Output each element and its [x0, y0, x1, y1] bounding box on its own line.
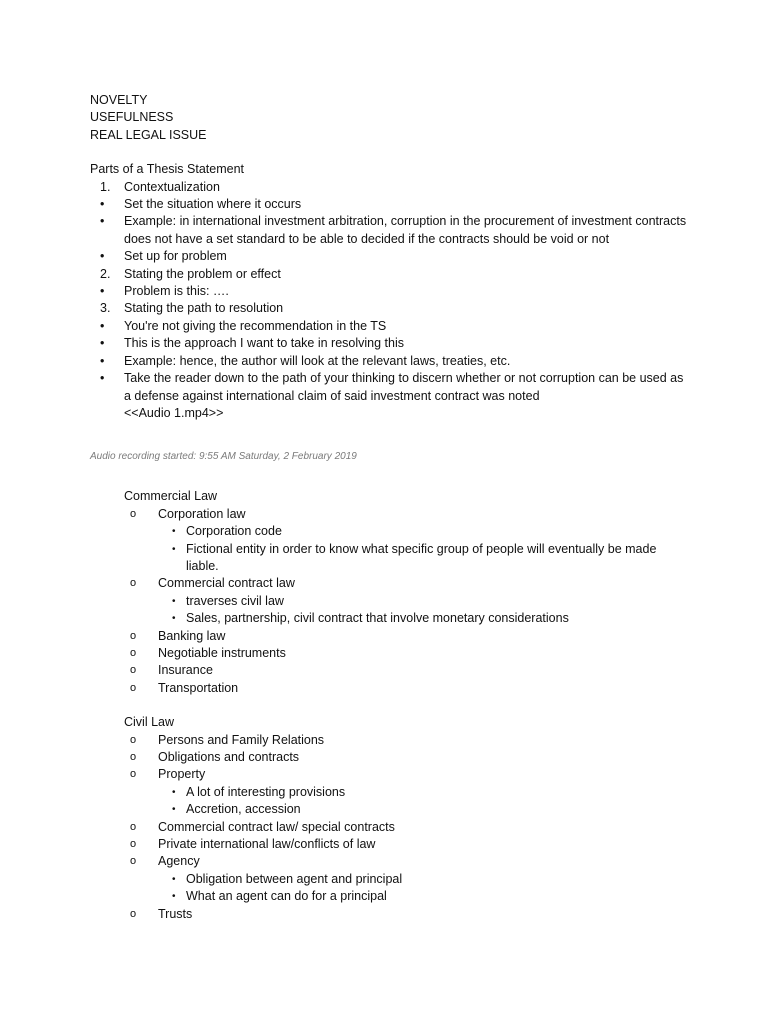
- outline-subitem-text: A lot of interesting provisions: [186, 784, 346, 799]
- bullet-item: [90, 318, 690, 335]
- outline-subitem-text: Fictional entity in order to know what specific group of people will eventually be made liable.: [186, 541, 657, 573]
- outline-item: [90, 628, 690, 645]
- outline-item-text: Private international law/conflicts of law: [158, 837, 376, 852]
- item-text: Example: hence, the author will look at the relevant laws, treaties, etc.: [124, 353, 511, 368]
- outline-subitem: [90, 610, 690, 627]
- item-text: Problem is this: ….: [124, 284, 229, 299]
- commercial-law-list: [90, 506, 690, 697]
- outline-item-text: Commercial contract law: [158, 576, 295, 591]
- numbered-item: [90, 266, 690, 283]
- outline-subitem: [90, 541, 690, 576]
- outline-subitem: [90, 888, 690, 905]
- circle-bullet-icon: o: [130, 733, 137, 746]
- item-text: Stating the problem or effect: [124, 266, 281, 281]
- outline-subitem-text: traverses civil law: [186, 593, 284, 608]
- outline-subitem-text: Sales, partnership, civil contract that involve monetary considerations: [186, 611, 569, 626]
- outline-item-text: Banking law: [158, 628, 226, 643]
- outline-subitem: [90, 523, 690, 540]
- outline-subitem-text: Obligation between agent and principal: [186, 871, 403, 886]
- bullet-marker: •: [172, 613, 176, 625]
- outline-subitem-text: Accretion, accession: [186, 802, 301, 817]
- outline-item-text: Negotiable instruments: [158, 645, 286, 660]
- spacer: [90, 697, 690, 714]
- circle-bullet-icon: o: [130, 751, 137, 763]
- number-marker: 3.: [100, 301, 111, 316]
- bullet-marker: •: [172, 786, 176, 798]
- bullet-marker: •: [172, 526, 176, 538]
- bullet-marker: •: [100, 318, 105, 333]
- outline-item-text: Obligations and contracts: [158, 750, 300, 764]
- outline-item-text: Agency: [158, 854, 200, 869]
- outline-item: [90, 819, 690, 836]
- bullet-marker: •: [172, 543, 176, 555]
- outline-item: [90, 853, 690, 870]
- circle-bullet-icon: o: [130, 838, 137, 851]
- outline-item-text: Property: [158, 767, 206, 782]
- item-text: Set the situation where it occurs: [124, 197, 302, 212]
- audio-link[interactable]: <<Audio 1.mp4>>: [124, 405, 224, 420]
- civil-law-title: Civil Law: [124, 715, 175, 730]
- circle-bullet-icon: o: [130, 907, 137, 920]
- outline-item: [90, 575, 690, 592]
- bullet-marker: •: [100, 249, 105, 264]
- outline-subitem: [90, 593, 690, 610]
- item-text: Example: in international investment arbitration, corruption in the procurement of investment contracts does not have a set standard to be able to decided if the contracts should be void or not: [124, 214, 687, 246]
- item-text: This is the approach I want to take in resolving this: [124, 336, 405, 351]
- header-line-usefulness: USEFULNESS: [90, 110, 174, 125]
- numbered-item: [90, 300, 690, 317]
- bullet-item: [90, 248, 690, 265]
- circle-bullet-icon: o: [130, 855, 137, 868]
- item-text: Take the reader down to the path of your thinking to discern whether or not corruption can be used as a defense against international claim of said investment contract was noted: [124, 371, 684, 403]
- outline-item: [90, 766, 690, 783]
- outline-subitem: [90, 871, 690, 888]
- bullet-marker: •: [100, 197, 105, 212]
- circle-bullet-icon: o: [130, 629, 137, 642]
- bullet-item: [90, 213, 690, 248]
- outline-item-text: Persons and Family Relations: [158, 732, 325, 747]
- circle-bullet-icon: o: [130, 768, 137, 781]
- outline-subitem-text: What an agent can do for a principal: [186, 889, 387, 904]
- civil-law-section: [90, 714, 690, 923]
- outline-item: [90, 506, 690, 523]
- header-line-legal-issue: REAL LEGAL ISSUE: [90, 127, 207, 142]
- civil-law-list: [90, 732, 690, 923]
- thesis-section: [90, 161, 690, 422]
- bullet-item: [90, 283, 690, 300]
- header-block: [90, 92, 690, 144]
- circle-bullet-icon: o: [130, 664, 137, 677]
- circle-bullet-icon: o: [130, 820, 137, 833]
- item-text: Set up for problem: [124, 249, 227, 264]
- thesis-list: [90, 179, 690, 405]
- audio-recording-note: Audio recording started: 9:55 AM Saturday, 2 February 2019: [90, 451, 357, 463]
- outline-item-text: Commercial contract law/ special contracts: [158, 819, 395, 834]
- bullet-item: [90, 196, 690, 213]
- item-text: You're not giving the recommendation in the TS: [124, 318, 387, 333]
- outline-item-text: Trusts: [158, 906, 193, 921]
- outline-item-text: Insurance: [158, 663, 213, 678]
- outline-item: [90, 749, 690, 766]
- bullet-item: [90, 370, 690, 405]
- outline-item: [90, 645, 690, 662]
- outline-item: [90, 906, 690, 923]
- bullet-item: [90, 353, 690, 370]
- bullet-marker: •: [100, 336, 105, 351]
- bullet-marker: •: [172, 804, 176, 816]
- circle-bullet-icon: o: [130, 507, 137, 520]
- commercial-law-title: Commercial Law: [124, 489, 218, 504]
- outline-subitem: [90, 784, 690, 801]
- bullet-marker: •: [100, 214, 105, 229]
- outline-subitem: [90, 801, 690, 818]
- item-text: Stating the path to resolution: [124, 301, 284, 316]
- bullet-marker: •: [172, 891, 176, 903]
- header-line-novelty: NOVELTY: [90, 93, 148, 107]
- bullet-item: [90, 335, 690, 352]
- thesis-title: Parts of a Thesis Statement: [90, 162, 245, 177]
- commercial-law-section: [90, 488, 690, 697]
- bullet-marker: •: [100, 353, 105, 368]
- circle-bullet-icon: o: [130, 577, 137, 590]
- number-marker: 2.: [100, 266, 111, 281]
- numbered-item: [90, 179, 690, 196]
- outline-item-text: Transportation: [158, 680, 239, 695]
- outline-item: [90, 662, 690, 679]
- bullet-marker: •: [172, 873, 176, 885]
- number-marker: 1.: [100, 179, 111, 194]
- bullet-marker: •: [172, 595, 176, 607]
- bullet-marker: •: [100, 284, 105, 299]
- outline-item: [90, 680, 690, 697]
- outline-item-text: Corporation law: [158, 506, 246, 521]
- document-page: [90, 92, 690, 923]
- outline-item: [90, 836, 690, 853]
- item-text: Contextualization: [124, 179, 220, 194]
- circle-bullet-icon: o: [130, 681, 137, 694]
- spacer: [90, 144, 690, 161]
- circle-bullet-icon: o: [130, 646, 137, 659]
- outline-item: [90, 732, 690, 749]
- bullet-marker: •: [100, 371, 105, 386]
- outline-subitem-text: Corporation code: [186, 524, 282, 539]
